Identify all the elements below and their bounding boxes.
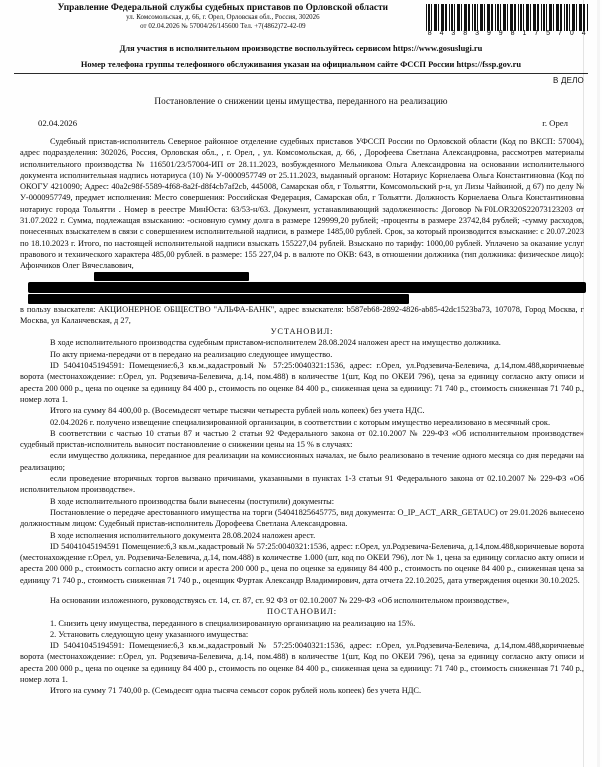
paragraph-case-a: если имущество должника, переданное для реализации на комиссионных началах, не было реализовано в течение одного месяца со дня передачи на реализацию; (20, 451, 584, 472)
barcode-digit: 8 (427, 30, 432, 37)
paragraph-case-b: если проведение вторичных торгов вызвано причинами, указанными в пунктах 1-3 статьи 91 Федерального закона от 02.10.2007 № 229-ФЗ «Об исполнительном производстве». (20, 474, 584, 495)
resolution-item-1: 1. Снизить цену имущества, переданного в специализированную организацию на реализацию на 15%. (50, 618, 416, 628)
paragraph-intro: Судебный пристав-исполнитель Северное районное отделение судебных приставов УФССП России по Орловской области (Код по ВКСП: 57004), адрес подразделения: 302026, Россия, Орловская обл., , г. Орел, , ул. Комсомольская, д. 66, , Дорофеева Светлана Александровна, рассмотрев материалы исполнительного производства № 116501/23/57004-ИП от 28.11.2023, возбужденного Мельникова Ольга Александровна на основании исполнительного документа исполнительная надпись нотариуса (10) № У-0000957749 от 25.11.2023, выданный органом: Нотариус Корнелаева Ольга Константиновна (Код по ОКОГУ 4210090; Адрес: 40a2c98f-5589-4f68-8a2f-d8f4cb7af2cb, 445008, Самарская обл, г Тольятти, Комсомольский р-н, ул Лизы Чайкиной, д 67) по делу № У-0000957749, предмет исполнения: Место совершения: Российская Федерация, Самарская обл, г Тольятти. Должность Корнелаева Ольга Константиновна нотариус города Тольятти . Номер в реестре МинЮста: 63/53-н/63. Документ, устанавливающий задолженность: Договор №F0LOR320S22073123203 от 31.07.2022 г. Сумма, подлежащая взысканию: -основную сумму долга в размере 129999,20 рублей; -проценты в размере 23742,84 рублей; -сумму расходов, понесенных взыскателем в связи с совершением исполнительной надписи, в размере 1485,00 рублей. Срок, за который производится взыскание: с 20.07.2023 по 18.10.2023 г. Итого, по настоящей исполнительной надписи взыскать 155227,04 рублей. Взыскано по тарифу: 1000,00 рублей. Уплачено за оказание услуг правового и технического характера 485,00 рублей. в размере: 155 227,04 р. в валюте по ОКВ: 643, в отношении должника (тип должника: физическое лицо): Афончиков Олег Вячеславович, (20, 137, 584, 271)
barcode-digit: 4 (581, 30, 586, 37)
phone-service-line: Номер телефона группы телефонного обслуживания указан на официальном сайте ФССП России https://fssp.gov.ru (80, 60, 522, 69)
issuing-authority-block (20, 3, 426, 31)
paragraph-gap (20, 586, 584, 595)
paragraph-arrest-2: В ходе исполнения исполнительного документа 28.08.2024 наложен арест. (50, 530, 316, 540)
paragraph-total-2: Итого на сумму 71 740,00 р. (Семьдесят одна тысяча семьсот сорок рублей ноль копеек) без учета НДС. (50, 686, 422, 696)
document-header (12, 0, 590, 37)
barcode-digit: 8 (463, 30, 468, 37)
barcode-digit: 1 (522, 30, 527, 37)
redaction-bar (28, 294, 409, 304)
barcode-digit: 0 (569, 30, 575, 37)
header-divider (14, 73, 588, 74)
paragraph-documents-intro: В ходе исполнительного производства были вынесены (поступили) документы: (50, 496, 335, 506)
issuing-authority-name: Управление Федеральной службы судебных приставов по Орловской области (57, 3, 389, 13)
page-title: Постановление о снижении цены имущества, переданного на реализацию (154, 96, 448, 106)
barcode-digit: 9 (498, 30, 503, 37)
paragraph-property-1: ID 54041045194591: Помещение:6,3 кв.м.,кадастровый № 57:25:0040321:1536, адрес: г.Орел, ул.Родзевича-Белевича, д.14,пом.488,коричневые ворота (местонахождение: г.Орел, ул. Родзевича-Белевича, д.14, пом.488) в количестве 1(шт, Код по ОКЕИ 796), цена за единицу согласно акту описи и ареста 200 000 р., цена по оценке за единицу 84 400 р., стоимость по оценке 84 400 р., сниженная цена за единицу: 71 740 р., стоимость сниженная 71 740 р., номер лота 1. (20, 361, 584, 404)
paragraph-property-2: ID 54041045194591 Помещение:6,3 кв.м.,кадастровый № 57:25:0040321:1536, адрес: г.Орел, ул.Родзевича-Белевича, д.14,пом.488,коричневые ворота (местонахождение г.Орел, ул. Родзевича-Белевича, д.14, пом.488) в количестве 1.000 (шт, код по ОКЕИ 796), лот № 1, цена за единицу согласно акту описи и ареста 200 000 р., стоимость согласно акту описи и ареста 200 000 р., цена по оценке за единицу 84 400 р., стоимость по оценке 84 400 р., сниженная цена за единицу 71 740 р., стоимость сниженная 71 740 р., оценщик Фуртак Александр Владимирович, дата отчета 22.10.2025, дата утверждения оценки 30.10.2025. (20, 541, 584, 585)
paragraph-notice: 02.04.2026 г. получено извещение специализированной организации, в соответствии с которым имущество нереализовано в месячный срок. (50, 417, 551, 427)
document-date: 02.04.2026 (38, 118, 78, 128)
file-stamp: В ДЕЛО (553, 76, 584, 85)
barcode-digit: 4 (439, 30, 444, 37)
paragraph-law-basis: В соответствии с частью 10 статьи 87 и частью 2 статьи 92 Федерального закона от 02.10.2007 № 229-ФЗ «Об исполнительном производстве» судебный пристав-исполнитель выносит постановление о снижении цены на 15 % в случаях: (20, 428, 584, 450)
resolution-item-2: 2. Установить следующую цену указанного имущества: (50, 629, 249, 639)
document-body (12, 136, 590, 697)
redaction-bar (94, 272, 249, 281)
scan-artifact-edge (597, 0, 600, 767)
barcode-block (426, 4, 588, 37)
redaction-block (20, 272, 584, 304)
barcode-digit: 9 (486, 30, 492, 37)
paragraph-legal-conclusion: На основании изложенного, руководствуясь ст. 14, ст. 87, ст. 92 ФЗ от 02.10.2007 № 229-ФЗ «Об исполнительном производстве», (50, 595, 510, 605)
barcode-digit: 5 (546, 30, 551, 37)
paragraph-creditor: в пользу взыскателя: АКЦИОНЕРНОЕ ОБЩЕСТВО "АЛЬФА-БАНК", адрес взыскателя: b587eb68-2892-4826-ab85-42dc1523ba73, 107078, Город Москва, г Москва, ул Каланчевская, д 27, (20, 304, 584, 325)
section-heading-ustanovil: УСТАНОВИЛ: (270, 327, 334, 337)
issuing-authority-doc-line: от 02.04.2026 № 57004/26/145600 Тел. +7(4862)72-42-09 (140, 22, 306, 30)
barcode-digit: 7 (558, 30, 563, 37)
barcode-digit: 8 (510, 30, 515, 37)
paragraph-auction-decision: Постановление о передаче арестованного имущества на торги (54041825645775, вид документа: O_IP_ACT_ARR_GETAUC) от 29.01.2026 вынесено должностным лицом: Судебный пристав-исполнитель Дорофеева Светлана Александровна. (20, 507, 584, 529)
redaction-row (20, 294, 584, 304)
redaction-row (20, 272, 584, 281)
paragraph-property-3: ID 54041045194591: Помещение:6,3 кв.м.,кадастровый № 57:25:0040321:1536, адрес: г.Орел, ул.Родзевича-Белевича, д.14,пом.488,коричневые ворота (местонахождение: г.Орел, ул. Родзевича-Белевича, д.14, пом.488) в количестве 1(шт, Код по ОКЕИ 796), цена за единицу согласно акту описи и ареста 200 000 р., цена по оценке за единицу 84 400 р., стоимость по оценке 84 400 р., сниженная цена за единицу: 71 740 р., стоимость сниженная 71 740 р., номер лота 1. (20, 641, 584, 685)
section-heading-postanovil: ПОСТАНОВИЛ: (267, 607, 337, 617)
redaction-bar (28, 282, 586, 293)
barcode-digits (426, 30, 588, 37)
issuing-authority-address: ул. Комсомольская, д. 66, г. Орел, Орловская обл., Россия, 302026 (126, 13, 320, 21)
paragraph-total-1: Итого на сумму 84 400,00 р. (Восемьдесят четыре тысячи четыреста рублей ноль копеек) без учета НДС. (50, 406, 425, 416)
date-city-row (12, 118, 590, 128)
barcode-digit: 7 (534, 30, 539, 37)
document-city: г. Орел (542, 118, 568, 128)
scan-artifact-line (583, 0, 584, 767)
barcode-digit: 3 (451, 30, 456, 37)
barcode-digit: 3 (475, 30, 480, 37)
paragraph-transfer-act: По акту приема-передачи от в передано на реализацию следующее имущество. (50, 349, 333, 359)
gosuslugi-service-line: Для участия в исполнительном производстве воспользуйтесь сервисом https://www.gosuslugi.ru (119, 44, 483, 53)
barcode-image (426, 4, 588, 31)
paragraph-arrest: В ходе исполнительного производства судебным приставом-исполнителем 28.08.2024 наложен арест на имущество должника. (50, 338, 501, 348)
